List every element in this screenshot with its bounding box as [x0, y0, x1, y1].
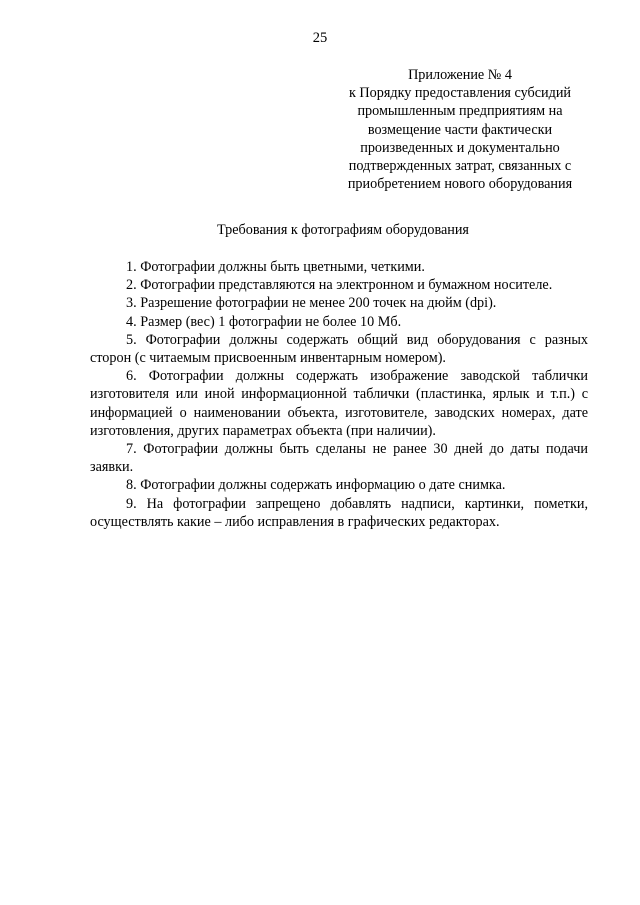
appendix-line: Приложение № 4: [408, 67, 512, 83]
document-title: Требования к фотографиям оборудования: [217, 222, 469, 238]
requirement-item: 1. Фотографии должны быть цветными, четкими.: [126, 259, 425, 275]
page-number: 25: [312, 30, 328, 46]
requirement-item: 2. Фотографии представляются на электронном и бумажном носителе.: [126, 277, 553, 294]
requirement-item: 5. Фотографии должны содержать общий вид оборудования с разных сторон (с читаемым присвоенным инвентарным номером).: [90, 331, 588, 367]
requirement-item: 7. Фотографии должны быть сделаны не ранее 30 дней до даты подачи заявки.: [90, 441, 588, 476]
requirement-item: 4. Размер (вес) 1 фотографии не более 10 Мб.: [126, 313, 402, 330]
appendix-line: подтвержденных затрат, связанных с: [348, 158, 572, 175]
appendix-line: возмещение части фактически: [367, 121, 553, 138]
appendix-line: промышленным предприятиям на: [357, 103, 563, 120]
appendix-line: к Порядку предоставления субсидий: [348, 85, 572, 102]
requirement-item: 8. Фотографии должны содержать информацию о дате снимка.: [126, 477, 506, 494]
requirement-item: 6. Фотографии должны содержать изображение заводской таблички изготовителя или иной информационной таблички (пластинка, ярлык и т.п.) с информацией о наименовании объекта, изготовителе, заводских номерах, дате изготовления, других параметрах объекта (при наличии).: [90, 368, 588, 439]
appendix-line: приобретением нового оборудования: [347, 176, 573, 193]
requirement-item: 9. На фотографии запрещено добавлять надписи, картинки, пометки, осуществлять какие – либо исправления в графических редакторах.: [90, 495, 588, 530]
appendix-header: [330, 66, 590, 193]
requirements-list: [90, 258, 588, 531]
appendix-line: произведенных и документально: [360, 139, 560, 156]
requirement-item: 3. Разрешение фотографии не менее 200 точек на дюйм (dpi).: [126, 295, 497, 312]
